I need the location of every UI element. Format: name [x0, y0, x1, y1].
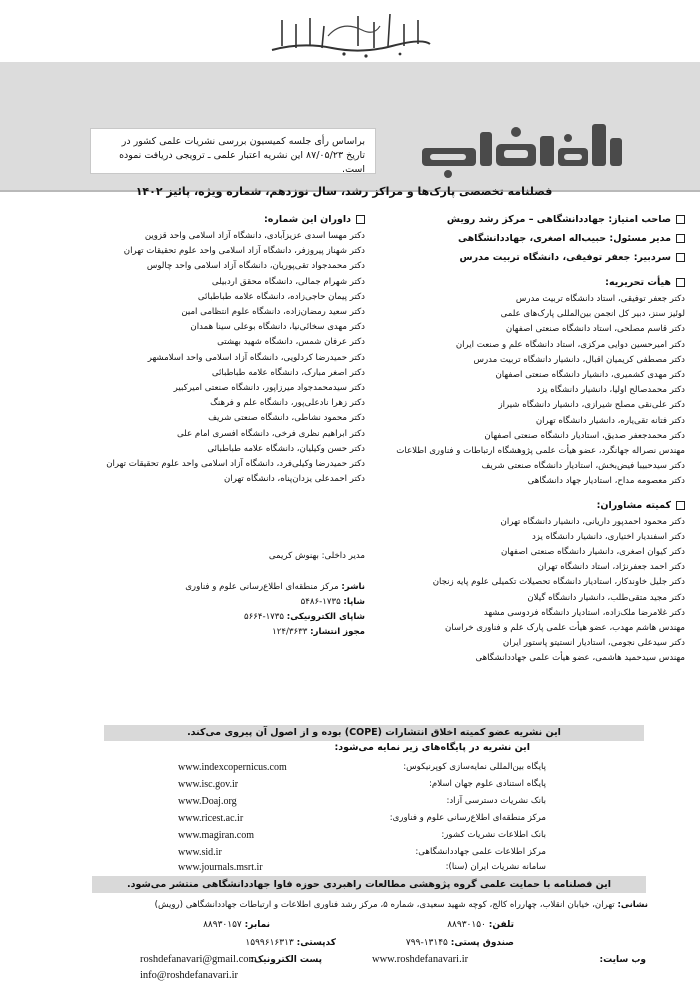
address: نشانی: تهران، خیابان انقلاب، چهارراه کالج، کوچه شهید سعیدی، شماره ۵، مرکز رشد فناوری اطلاعات و ارتباطات جهاددانشگاهی (رویش): [154, 900, 648, 910]
list-item: دکتر عرفان شمس، دانشگاه شهید بهشتی: [217, 337, 365, 348]
indexing-link[interactable]: www.sid.ir: [178, 847, 222, 858]
accreditation-notice: براساس رأی جلسه کمیسیون بررسی نشریات علمی کشور در تاریخ ۸۷/۰۵/۲۳ این نشریه اعتبار علمی ـ ترویجی دریافت نموده است.: [90, 128, 376, 174]
indexing-row: [170, 796, 546, 812]
list-item: دکتر شهناز پیروزفر، دانشگاه آزاد اسلامی واحد علوم تحقیقات تهران: [123, 246, 365, 257]
checkbox-bullet-icon: [676, 234, 685, 243]
email-label: پست الکترونیک:: [250, 955, 322, 965]
list-item: دکتر احمدعلی یزدان‌پناه، دانشگاه تهران: [224, 474, 365, 485]
list-item: دکتر سعید رمضان‌زاده، دانشگاه علوم انتظامی امین: [181, 307, 365, 318]
indexing-name: مرکز اطلاعات علمی جهاددانشگاهی:: [415, 847, 546, 857]
list-item: دکتر مصطفی کریمیان اقبال، دانشیار دانشگاه تربیت مدرس: [473, 354, 685, 365]
indexing-name: پایگاه استنادی علوم جهان اسلام:: [428, 779, 546, 789]
indexing-heading: این نشریه در پایگاه‌های زیر نمایه می‌شود:: [334, 742, 530, 753]
list-item: لوئیز سنز، دبیر کل انجمن بین‌المللی پارک‌های علمی: [500, 309, 685, 320]
list-item: دکتر سیدمحمدجواد میرزاپور، دانشگاه صنعتی امیرکبیر: [173, 383, 365, 394]
list-item: دکتر محمود نشاطی، دانشگاه صنعتی شریف: [208, 413, 365, 424]
reviewers-heading: داوران این شماره:: [80, 210, 365, 229]
list-item: دکتر جعفر توفیقی، استاد دانشگاه تربیت مدرس: [515, 294, 685, 304]
list-item: مهندس نصراله جهانگرد، عضو هیأت علمی پژوهشگاه ارتباطات و فناوری اطلاعات: [396, 446, 685, 457]
fax: نمابر: ۸۸۹۳۰۱۵۷: [203, 920, 270, 930]
cope-notice: این نشریه عضو کمیته اخلاق انتشارات (COPE) بوده و از اصول آن پیروی می‌کند.: [104, 725, 644, 741]
list-item: دکتر معصومه مداح، استادیار جهاد دانشگاهی: [527, 476, 685, 487]
right-column: [360, 210, 685, 667]
list-item: دکتر کیوان اصغری، دانشیار دانشگاه صنعتی اصفهان: [500, 547, 685, 558]
list-item: دکتر مهدی سخائی‌نیا، دانشگاه بوعلی سینا همدان: [190, 322, 365, 333]
journal-logo: [418, 118, 628, 180]
list-item: دکتر محمدجعفر صدیق، استادیار دانشگاه صنعتی اصفهان: [484, 430, 685, 441]
reviewers-list: [80, 229, 365, 487]
indexing-link[interactable]: www.magiran.com: [178, 830, 254, 841]
checkbox-bullet-icon: [356, 215, 365, 224]
list-item: دکتر سیدعلی نجومی، استادیار انستیتو پاستور ایران: [502, 638, 685, 649]
indexing-name: بانک نشریات دسترسی آزاد:: [446, 796, 546, 806]
email-link[interactable]: roshdefanavari@gmail.com: [140, 954, 257, 965]
list-item: دکتر محمود احمدپور داریانی، دانشیار دانشگاه تهران: [500, 516, 685, 527]
eissn: شاپای الکترونیکی: ۱۷۳۵-۵۶۶۴: [243, 612, 365, 622]
publisher: ناشر: مرکز منطقه‌ای اطلاع‌رسانی علوم و فناوری: [185, 582, 365, 592]
list-item: دکتر زهرا نادعلی‌پور، دانشگاه علم و فرهنگ: [210, 398, 365, 409]
indexing-name: مرکز منطقه‌ای اطلاع‌رسانی علوم و فناوری:: [389, 813, 546, 823]
list-item: دکتر پیمان حاجی‌زاده، دانشگاه علامه طباطبائی: [197, 291, 365, 302]
staff-owner: صاحب امتیاز: جهاددانشگاهی – مرکز رشد رویش: [360, 210, 685, 229]
indexing-row: [170, 813, 546, 829]
list-item: دکتر شهرام جمالی، دانشگاه محقق اردبیلی: [211, 276, 365, 287]
list-item: دکتر ابراهیم نظری فرخی، دانشگاه افسری امام علی: [177, 428, 365, 439]
publication-info: [80, 549, 365, 640]
list-item: مهندس سیدحمید هاشمی، عضو هیأت علمی جهاددانشگاهی: [475, 653, 685, 664]
checkbox-bullet-icon: [676, 278, 685, 287]
list-item: دکتر مهسا اسدی عزیزآبادی، دانشگاه آزاد اسلامی واحد قزوین: [144, 231, 365, 241]
bismillah-calligraphy: [262, 6, 438, 60]
indexing-link[interactable]: www.journals.msrt.ir: [178, 862, 263, 873]
postal-code: کدپستی: ۱۵۹۹۶۱۶۳۱۳: [245, 938, 336, 948]
indexing-name: سامانه نشریات ایران (سنا):: [445, 862, 546, 872]
pobox: صندوق پستی: ۱۳۱۴۵-۷۹۹: [405, 938, 514, 948]
editorial-board-heading: هیأت تحریریه:: [360, 273, 685, 292]
issn: شاپا: ۱۷۳۵-۵۴۸۶: [300, 597, 365, 607]
list-item: دکتر حمیدرضا وکیلی‌فرد، دانشگاه آزاد اسلامی واحد علوم تحقیقات تهران: [106, 459, 365, 470]
left-column: [80, 210, 365, 487]
indexing-name: پایگاه بین‌المللی نمایه‌سازی کوپرنیکوس:: [403, 762, 546, 772]
indexing-row: [170, 762, 546, 778]
list-item: دکتر اصغر مبارک، دانشگاه علامه طباطبائی: [211, 367, 365, 378]
list-item: دکتر اسفندیار اختیاری، دانشیار دانشگاه یزد: [531, 531, 685, 542]
indexing-link[interactable]: www.ricest.ac.ir: [178, 813, 244, 824]
list-item: دکتر مجید متقی‌طلب، دانشیار دانشگاه گیلان: [527, 592, 685, 603]
phone: تلفن: ۸۸۹۳۰۱۵۰: [447, 920, 514, 930]
website-link[interactable]: www.roshdefanavari.ir: [372, 954, 469, 965]
internal-manager: مدیر داخلی: بهنوش کریمی: [268, 551, 365, 561]
staff-editor: سردبیر: جعفر توفیقی، دانشگاه تربیت مدرس: [360, 248, 685, 267]
list-item: مهندس هاشم مهدب، عضو هیأت علمی پارک علم و فناوری خراسان: [444, 623, 685, 634]
list-item: دکتر جلیل خاوندکار، استادیار دانشگاه تحصیلات تکمیلی علوم پایه زنجان: [432, 577, 685, 588]
staff-director: مدیر مسئول: حبیب‌اله اصغری، جهاددانشگاهی: [360, 229, 685, 248]
indexing-link[interactable]: www.isc.gov.ir: [178, 779, 239, 790]
indexing-row: [170, 847, 546, 863]
list-item: دکتر علی‌نقی مصلح شیرازی، دانشیار دانشگاه شیراز: [498, 400, 685, 411]
list-item: دکتر امیرحسین دوایی مرکزی، استاد دانشگاه علم و صنعت ایران: [455, 339, 685, 350]
advisory-committee-list: [360, 515, 685, 667]
list-item: دکتر حمیدرضا کردلویی، دانشگاه آزاد اسلامی واحد اسلامشهر: [147, 352, 365, 363]
list-item: دکتر احمد جعفرنژاد، استاد دانشگاه تهران: [537, 562, 685, 573]
indexing-link[interactable]: www.indexcopernicus.com: [178, 762, 287, 773]
checkbox-bullet-icon: [676, 215, 685, 224]
checkbox-bullet-icon: [676, 501, 685, 510]
list-item: دکتر قاسم مصلحی، استاد دانشگاه صنعتی اصفهان: [505, 324, 685, 335]
checkbox-bullet-icon: [676, 253, 685, 262]
editorial-board-list: [360, 292, 685, 490]
support-notice: این فصلنامه با حمایت علمی گروه پژوهشی مطالعات راهبردی حوزه فاوا جهاددانشگاهی منتشر می‌شود.: [92, 876, 646, 893]
list-item: دکتر غلامرضا ملک‌زاده، استادیار دانشگاه فردوسی مشهد: [483, 607, 685, 618]
indexing-link[interactable]: www.Doaj.org: [178, 796, 237, 807]
list-item: دکتر سیدحبیبا فیض‌بخش، استادیار دانشگاه صنعتی شریف: [481, 461, 685, 472]
website-label: وب سایت:: [599, 955, 646, 965]
indexing-row: [170, 830, 546, 846]
list-item: دکتر فتانه تقی‌یاره، دانشیار دانشگاه تهران: [535, 415, 685, 426]
indexing-name: بانک اطلاعات نشریات کشور:: [441, 830, 546, 840]
license: مجوز انتشار: ۱۲۴/۳۶۳۳: [272, 627, 365, 637]
advisory-committee-heading: کمیته مشاوران:: [360, 496, 685, 515]
journal-title: فصلنامه تخصصی پارک‌ها و مراکز رشد، سال نوزدهم، شماره ویژه، پائیز ۱۴۰۲: [135, 185, 553, 198]
list-item: دکتر محمدصالح اولیا، دانشیار دانشگاه یزد: [536, 385, 685, 396]
email-link[interactable]: info@roshdefanavari.ir: [140, 970, 239, 981]
indexing-row: [170, 779, 546, 795]
list-item: دکتر مهدی کشمیری، دانشیار دانشگاه صنعتی اصفهان: [495, 370, 685, 381]
list-item: دکتر محمدجواد تقی‌پوریان، دانشگاه آزاد اسلامی واحد چالوس: [146, 261, 365, 272]
list-item: دکتر حسن وکیلیان، دانشگاه علامه طباطبائی: [207, 443, 365, 454]
